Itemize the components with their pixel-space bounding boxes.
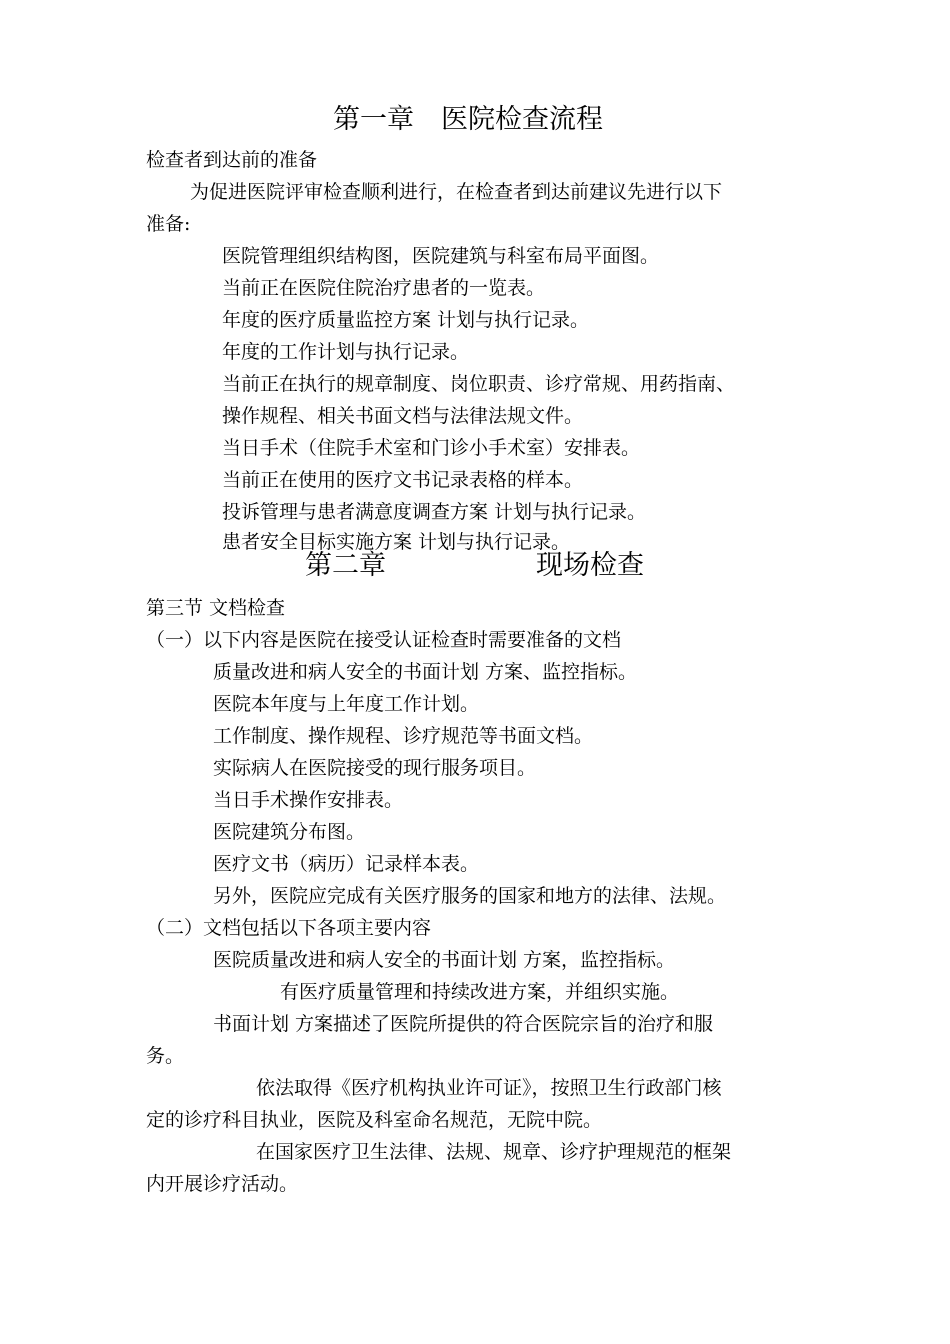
list-item: 当前正在医院住院治疗患者的一览表。 (222, 277, 546, 299)
list-item: 当日手术操作安排表。 (213, 789, 404, 811)
chapter-1-intro-line-2: 准备: (146, 213, 191, 235)
part-2-heading: （二）文档包括以下各项主要内容 (146, 917, 432, 939)
list-item: 医院管理组织结构图，医院建筑与科室布局平面图。 (222, 245, 660, 267)
list-item: 工作制度、操作规程、诊疗规范等书面文档。 (213, 725, 594, 747)
list-item: 医院本年度与上年度工作计划。 (213, 693, 480, 715)
paragraph-line: 有医疗质量管理和持续改进方案，并组织实施。 (280, 981, 680, 1003)
list-item: 当前正在使用的医疗文书记录表格的样本。 (222, 469, 584, 491)
chapter-2-title-left: 第二章 (305, 550, 386, 581)
paragraph-line: 书面计划 方案描述了医院所提供的符合医院宗旨的治疗和服 (213, 1013, 714, 1035)
list-item: 医院建筑分布图。 (213, 821, 366, 843)
chapter-1-section-title: 检查者到达前的准备 (146, 149, 318, 171)
paragraph-line: 务。 (146, 1045, 185, 1067)
list-item: 患者安全目标实施方案 计划与执行记录。 (222, 531, 571, 553)
part-1-heading: （一）以下内容是医院在接受认证检查时需要准备的文档 (146, 629, 622, 651)
list-item: 操作规程、相关书面文档与法律法规文件。 (222, 405, 584, 427)
paragraph-line: 在国家医疗卫生法律、法规、规章、诊疗护理规范的框架 (256, 1141, 732, 1163)
chapter-1-intro-line-1: 为促进医院评审检查顺利进行，在检查者到达前建议先进行以下 (190, 181, 723, 203)
list-item: 另外，医院应完成有关医疗服务的国家和地方的法律、法规。 (213, 885, 727, 907)
paragraph-line: 医院质量改进和病人安全的书面计划 方案，监控指标。 (213, 949, 676, 971)
chapter-1-title: 第一章 医院检查流程 (333, 104, 603, 135)
list-item: 年度的医疗质量监控方案 计划与执行记录。 (222, 309, 590, 331)
chapter-2-title-right: 现场检查 (536, 550, 644, 581)
list-item: 当前正在执行的规章制度、岗位职责、诊疗常规、用药指南、 (222, 373, 736, 395)
paragraph-line: 依法取得《医疗机构执业许可证》，按照卫生行政部门核 (256, 1077, 722, 1099)
list-item: 医疗文书（病历）记录样本表。 (213, 853, 480, 875)
paragraph-line: 内开展诊疗活动。 (146, 1173, 299, 1195)
chapter-2-section-title: 第三节 文档检查 (146, 597, 286, 619)
list-item: 投诉管理与患者满意度调查方案 计划与执行记录。 (222, 501, 647, 523)
paragraph-line: 定的诊疗科目执业，医院及科室命名规范，无院中院。 (146, 1109, 603, 1131)
list-item: 当日手术（住院手术室和门诊小手术室）安排表。 (222, 437, 641, 459)
list-item: 年度的工作计划与执行记录。 (222, 341, 470, 363)
list-item: 质量改进和病人安全的书面计划 方案、监控指标。 (213, 661, 638, 683)
list-item: 实际病人在医院接受的现行服务项目。 (213, 757, 537, 779)
